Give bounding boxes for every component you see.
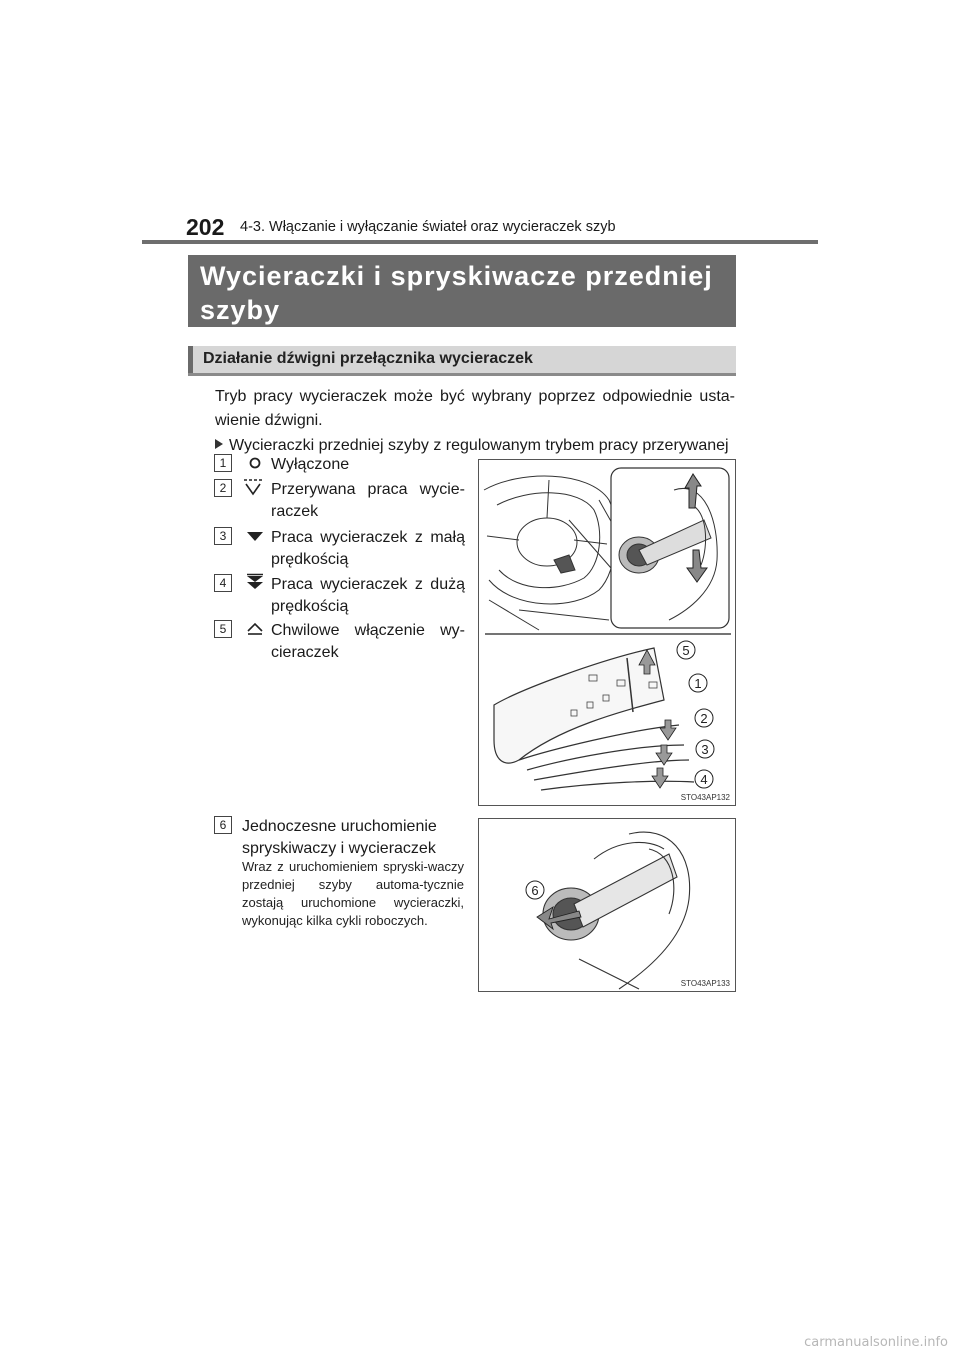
item-number-1: 1 [214, 454, 232, 472]
page-number: 202 [186, 214, 225, 240]
figure1-callout-4: 4 [700, 772, 708, 787]
item-number-4: 4 [214, 574, 232, 592]
running-header: 4-3. Włączanie i wyłączanie świateł oraz wycieraczek szyb [240, 219, 616, 235]
item-text-5-line1: Chwilowe włączenie wy- [271, 622, 465, 639]
item-text-3: Praca wycieraczek z małą prędkością [271, 529, 465, 568]
wiper-lever-illustration [479, 460, 735, 805]
mist-chevron-icon [244, 621, 266, 639]
low-speed-arrow-icon [244, 528, 266, 546]
item-number-2: 2 [214, 479, 232, 497]
item-text-2-line2: raczek [271, 503, 319, 520]
item-text-5 [271, 620, 465, 664]
item-description-6: Wraz z uruchomieniem spryski-waczy przedniej szyby automa-tycznie zostają uruchomione wycieraczki, wykonując kilka cykli roboczych. [242, 859, 464, 928]
item-text-2-line1: Przerywana praca wycie- [271, 481, 465, 498]
off-circle-icon [246, 455, 268, 473]
watermark: carmanualsonline.info [804, 1335, 948, 1350]
subheading-text: Działanie dźwigni przełącznika wycieraczek [203, 350, 533, 367]
figure-wiper-lever-positions [478, 459, 736, 806]
item-text-4: Praca wycieraczek z dużą prędkością [271, 576, 465, 615]
intro-paragraph: Tryb pracy wycieraczek może być wybrany poprzez odpowiednie usta-wienie dźwigni. [215, 388, 735, 429]
intermittent-wipe-icon [242, 478, 264, 496]
figure1-callout-2: 2 [700, 711, 708, 726]
figure1-callout-5: 5 [682, 643, 690, 658]
item-text-6: Jednoczesne uruchomienie spryskiwaczy i wycieraczek [242, 818, 437, 857]
bullet-arrow-icon [215, 439, 223, 449]
item-text-1: Wyłączone [271, 456, 350, 473]
figure-washer-operation [478, 818, 736, 992]
page-title [188, 255, 736, 327]
figure2-code: STO43AP133 [680, 979, 730, 988]
high-speed-double-arrow-icon [244, 573, 266, 591]
item-number-5: 5 [214, 620, 232, 638]
header-rule [142, 240, 818, 244]
section-subheading [188, 346, 736, 376]
figure1-callout-1: 1 [694, 676, 702, 691]
figure1-code: STO43AP132 [680, 793, 730, 802]
item-text-5-line2: cieraczek [271, 644, 339, 661]
page-title-line1: Wycieraczki i spryskiwacze przedniej [200, 261, 713, 291]
figure2-callout-6: 6 [531, 883, 539, 898]
item-number-3: 3 [214, 527, 232, 545]
bullet-text: Wycieraczki przedniej szyby z regulowanym trybem pracy przerywanej [229, 437, 729, 454]
subheading-accent-bar [188, 346, 193, 373]
item-text-2 [271, 479, 465, 523]
washer-lever-illustration [479, 819, 735, 991]
figure1-callout-3: 3 [701, 742, 709, 757]
page-title-line2: szyby [200, 295, 281, 325]
item-number-6: 6 [214, 816, 232, 834]
